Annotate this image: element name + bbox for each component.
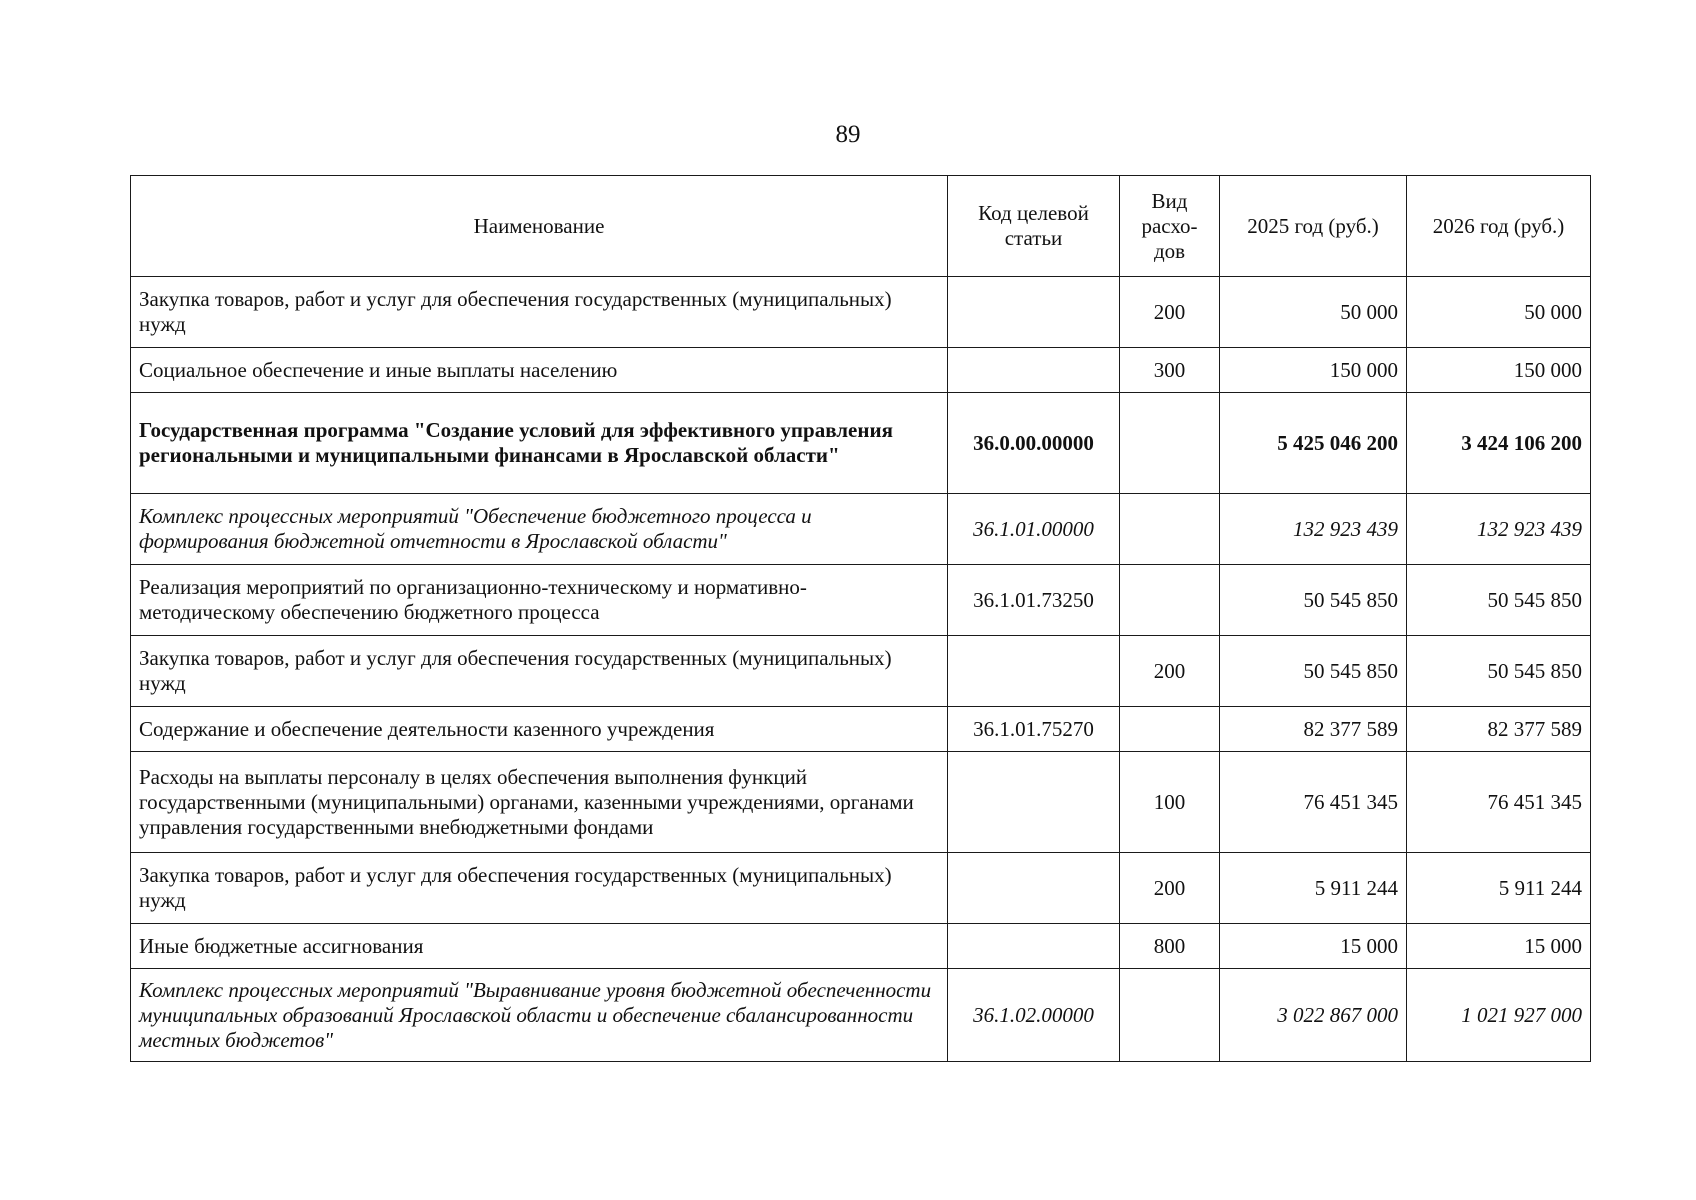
cell-code	[948, 277, 1120, 348]
cell-name: Социальное обеспечение и иные выплаты населению	[131, 348, 948, 393]
cell-kind: 300	[1120, 348, 1220, 393]
cell-name: Комплекс процессных мероприятий "Обеспечение бюджетного процесса и формирования бюджетной отчетности в Ярославской области"	[131, 494, 948, 565]
table-row	[131, 853, 1591, 924]
cell-name: Закупка товаров, работ и услуг для обеспечения государственных (муниципальных) нужд	[131, 853, 948, 924]
table-row	[131, 752, 1591, 853]
cell-2026: 1 021 927 000	[1407, 969, 1591, 1062]
table-row	[131, 393, 1591, 494]
cell-code	[948, 924, 1120, 969]
cell-2026: 150 000	[1407, 348, 1591, 393]
cell-2025: 5 911 244	[1220, 853, 1407, 924]
table-row	[131, 348, 1591, 393]
cell-kind	[1120, 565, 1220, 636]
cell-2026: 3 424 106 200	[1407, 393, 1591, 494]
cell-2026: 15 000	[1407, 924, 1591, 969]
cell-2025: 82 377 589	[1220, 707, 1407, 752]
cell-name: Реализация мероприятий по организационно-техническому и нормативно-методическому обеспечению бюджетного процесса	[131, 565, 948, 636]
cell-kind: 200	[1120, 277, 1220, 348]
header-name: Наименование	[131, 176, 948, 277]
table-row	[131, 494, 1591, 565]
cell-2026: 50 000	[1407, 277, 1591, 348]
cell-kind: 100	[1120, 752, 1220, 853]
header-2025: 2025 год (руб.)	[1220, 176, 1407, 277]
header-2026: 2026 год (руб.)	[1407, 176, 1591, 277]
cell-2026: 50 545 850	[1407, 636, 1591, 707]
cell-2025: 132 923 439	[1220, 494, 1407, 565]
cell-2026: 76 451 345	[1407, 752, 1591, 853]
cell-code: 36.1.02.00000	[948, 969, 1120, 1062]
cell-2025: 3 022 867 000	[1220, 969, 1407, 1062]
header-code: Код целевой статьи	[948, 176, 1120, 277]
cell-code	[948, 853, 1120, 924]
cell-kind	[1120, 707, 1220, 752]
cell-code	[948, 636, 1120, 707]
cell-2026: 50 545 850	[1407, 565, 1591, 636]
table-row	[131, 924, 1591, 969]
cell-kind: 200	[1120, 636, 1220, 707]
cell-kind	[1120, 969, 1220, 1062]
cell-code	[948, 752, 1120, 853]
cell-code: 36.1.01.75270	[948, 707, 1120, 752]
cell-name: Комплекс процессных мероприятий "Выравнивание уровня бюджетной обеспеченности муниципальных образований Ярославской области и обеспечение сбалансированности местных бюджетов"	[131, 969, 948, 1062]
cell-name: Иные бюджетные ассигнования	[131, 924, 948, 969]
cell-2026: 82 377 589	[1407, 707, 1591, 752]
cell-code: 36.1.01.73250	[948, 565, 1120, 636]
cell-kind: 800	[1120, 924, 1220, 969]
table-row	[131, 565, 1591, 636]
cell-kind: 200	[1120, 853, 1220, 924]
cell-kind	[1120, 393, 1220, 494]
cell-name: Государственная программа "Создание условий для эффективного управления региональными и муниципальными финансами в Ярославской области"	[131, 393, 948, 494]
cell-2025: 15 000	[1220, 924, 1407, 969]
cell-name: Расходы на выплаты персоналу в целях обеспечения выполнения функций государственными (муниципальными) органами, казенными учреждениями, органами управления государственными внебюджетными фондами	[131, 752, 948, 853]
table-header-row	[131, 176, 1591, 277]
cell-name: Закупка товаров, работ и услуг для обеспечения государственных (муниципальных) нужд	[131, 636, 948, 707]
cell-2026: 132 923 439	[1407, 494, 1591, 565]
table-row	[131, 277, 1591, 348]
page-number: 89	[835, 121, 861, 148]
cell-kind	[1120, 494, 1220, 565]
cell-2025: 50 545 850	[1220, 636, 1407, 707]
cell-2025: 50 000	[1220, 277, 1407, 348]
cell-code: 36.1.01.00000	[948, 494, 1120, 565]
table-row	[131, 707, 1591, 752]
cell-code	[948, 348, 1120, 393]
cell-2026: 5 911 244	[1407, 853, 1591, 924]
cell-2025: 150 000	[1220, 348, 1407, 393]
budget-table	[130, 175, 1591, 1062]
table-row	[131, 636, 1591, 707]
table-row	[131, 969, 1591, 1062]
cell-2025: 50 545 850	[1220, 565, 1407, 636]
cell-name: Закупка товаров, работ и услуг для обеспечения государственных (муниципальных) нужд	[131, 277, 948, 348]
header-kind: Вид расхо-дов	[1120, 176, 1220, 277]
cell-code: 36.0.00.00000	[948, 393, 1120, 494]
cell-2025: 5 425 046 200	[1220, 393, 1407, 494]
cell-2025: 76 451 345	[1220, 752, 1407, 853]
cell-name: Содержание и обеспечение деятельности казенного учреждения	[131, 707, 948, 752]
